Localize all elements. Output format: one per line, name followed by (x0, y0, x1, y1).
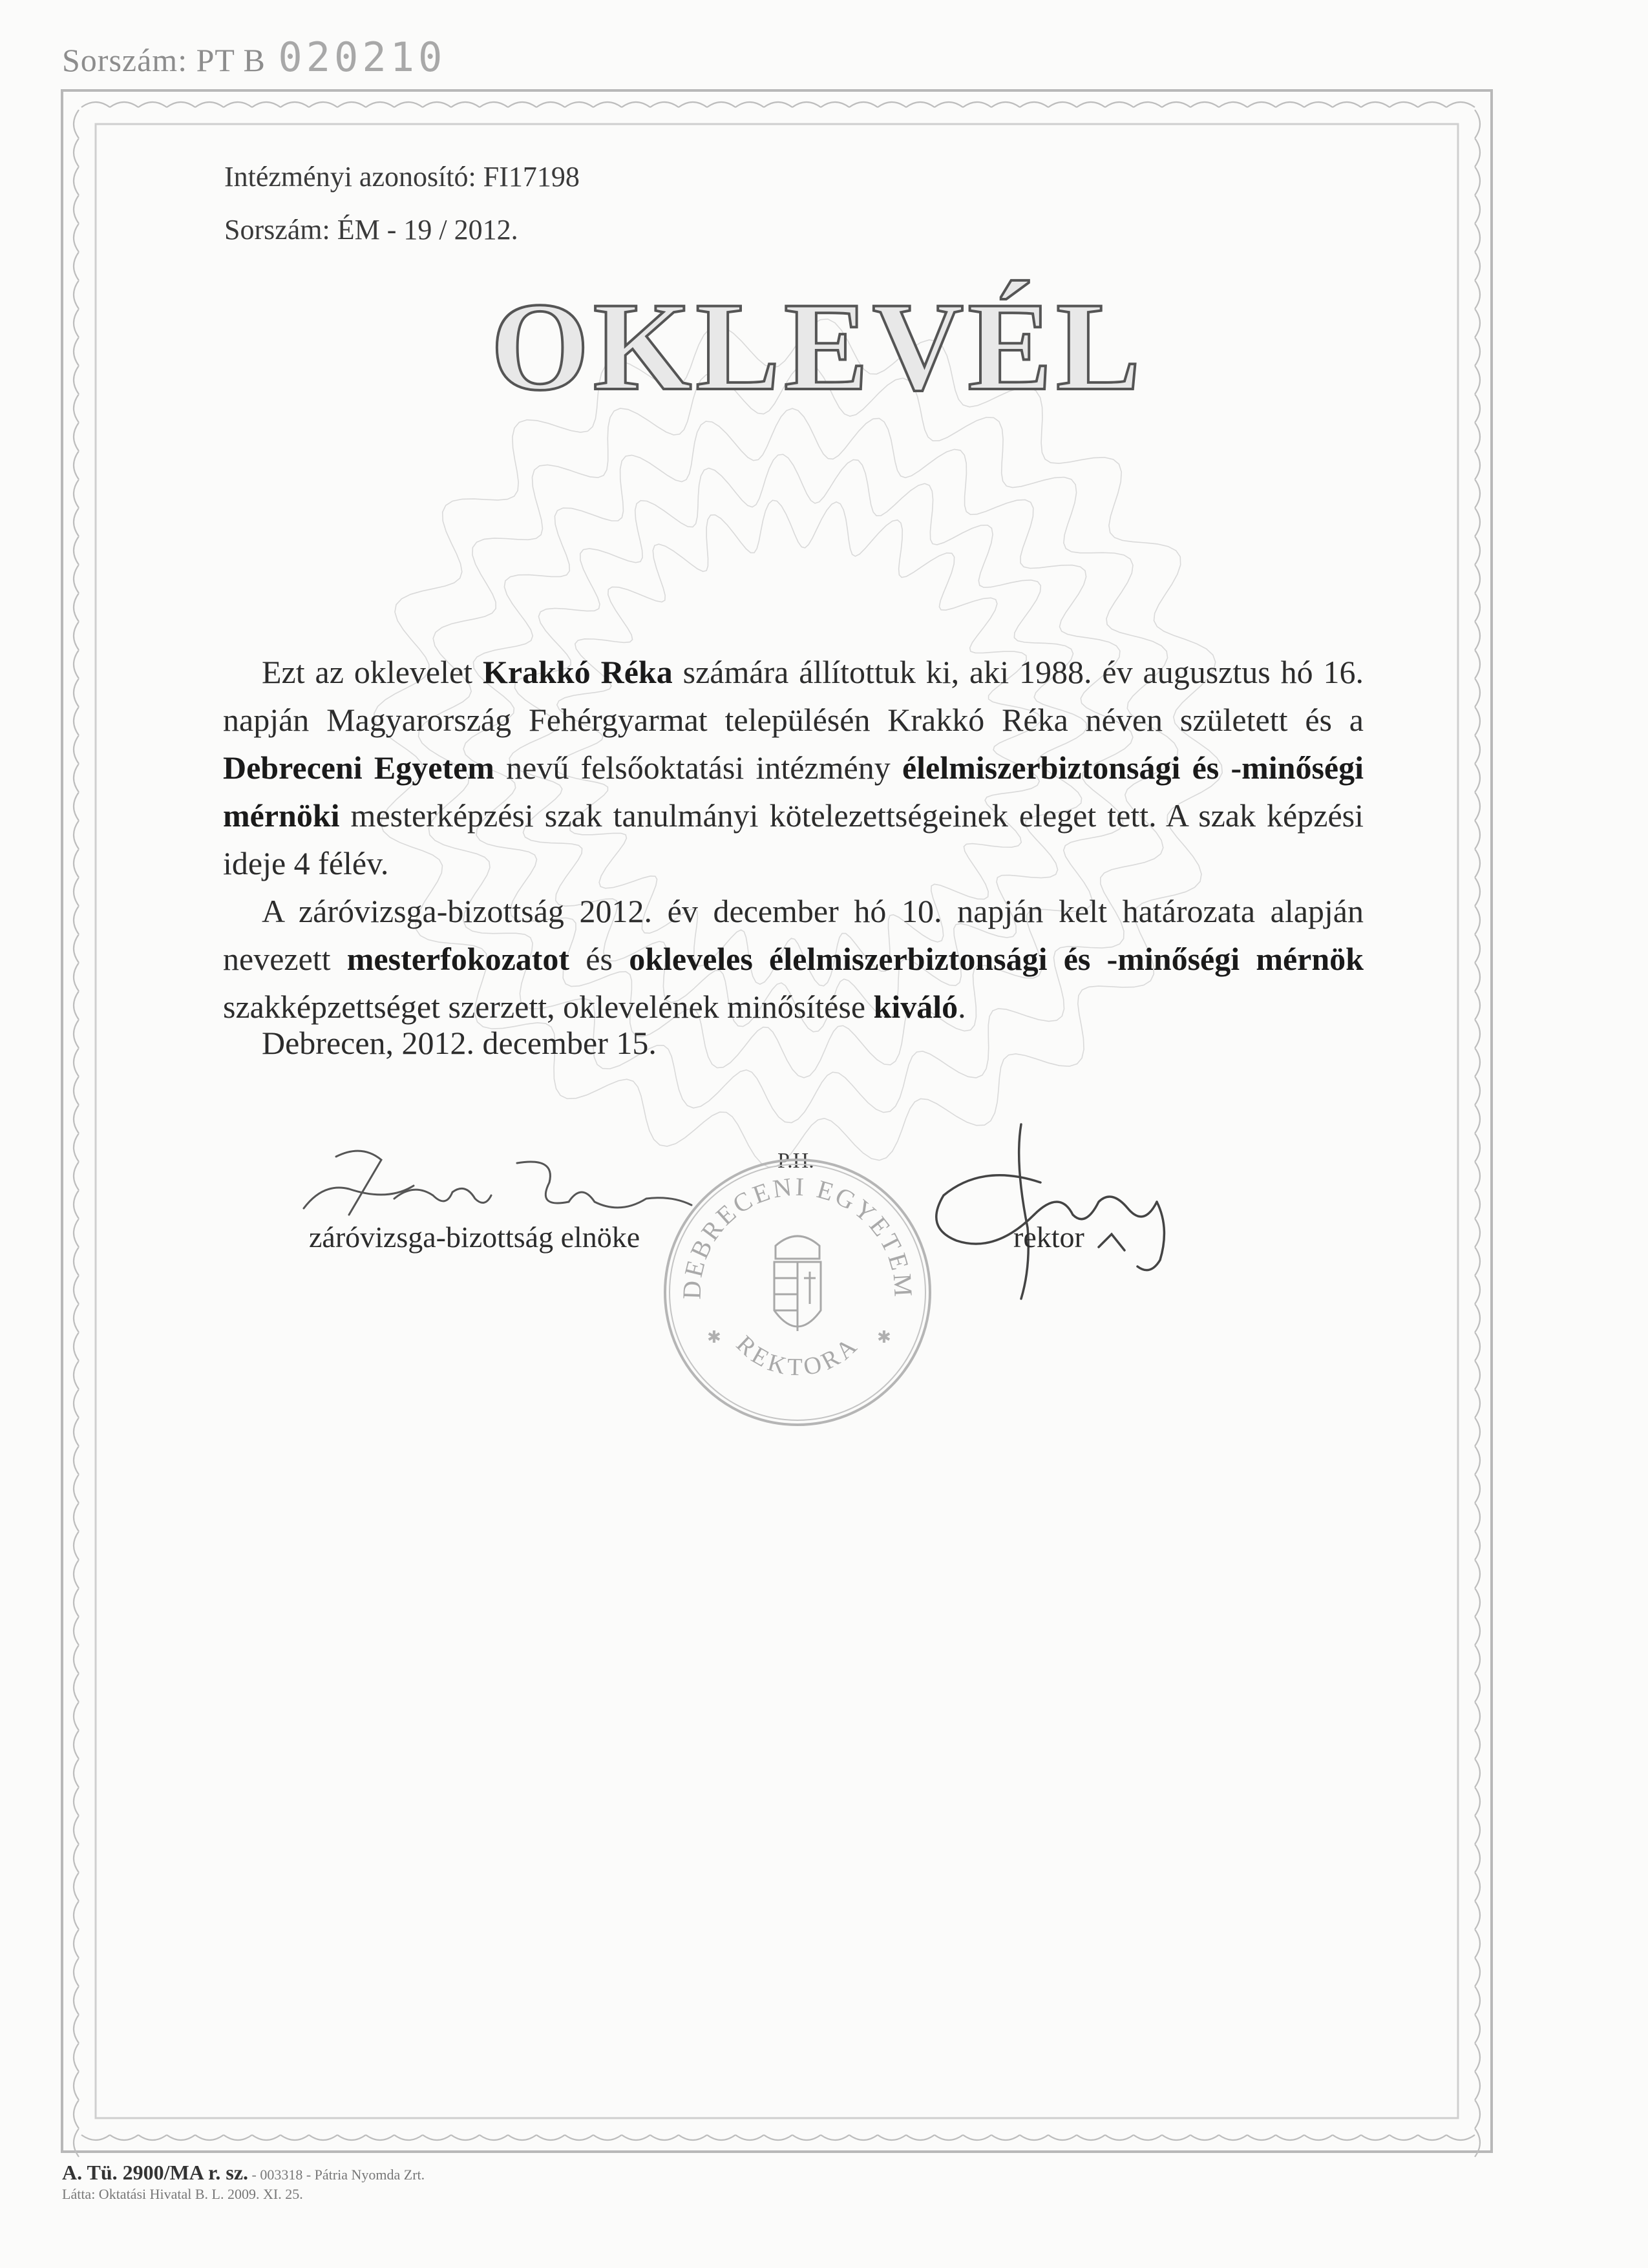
body-text-fragment: szakképzettséget szerzett, oklevelének minősítése (223, 989, 874, 1025)
stamp-place-label: P.H. (777, 1149, 814, 1173)
rector-label: rektor (1013, 1221, 1084, 1254)
institution-id: Intézményi azonosító: FI17198 (224, 161, 580, 193)
seal-star-icon: ✱ (707, 1328, 721, 1347)
body-text-fragment: számára állítottuk ki, aki 1988. év augusztus hó 16. napján Magyarország Fehérgyarmat településén Krakkó Réka néven született és a (223, 654, 1364, 738)
body-text-fragment: A záróvizsga-bizottság 2012. év december hó 10. napján kelt határozata alapján nevezett (223, 893, 1364, 977)
header-serial-label: Sorszám: PT B (62, 42, 266, 78)
seal-top-text: DEBRECENI EGYETEM (677, 1171, 918, 1300)
body-text-fragment: és (569, 941, 629, 977)
qualification-name: okleveles élelmiszerbiztonsági és -minőségi mérnök (629, 941, 1364, 977)
body-text-fragment: mesterképzési szak tanulmányi kötelezettségeinek eleget tett. A szak képzési ideje 4 félév. (223, 797, 1364, 881)
grade: kiváló (873, 989, 958, 1025)
right-signature (936, 1124, 1165, 1299)
printer-name: - 003318 - Pátria Nyomda Zrt. (248, 2167, 425, 2183)
body-text-fragment: . (958, 989, 966, 1025)
graduate-name: Krakkó Réka (482, 654, 673, 690)
place-and-date: Debrecen, 2012. december 15. (262, 1025, 657, 1061)
left-signature (304, 1151, 692, 1215)
document-serial: Sorszám: ÉM - 19 / 2012. (224, 214, 518, 246)
approval-note: Látta: Oktatási Hivatal B. L. 2009. XI. 25. (62, 2186, 303, 2202)
header-serial-number: 020210 (278, 34, 447, 81)
seal-bottom-text: REKTORA (730, 1330, 865, 1381)
body-text-fragment: Ezt az oklevelet (262, 654, 483, 690)
university-name: Debreceni Egyetem (223, 750, 494, 786)
print-reference-code: A. Tü. 2900/MA r. sz. (62, 2161, 249, 2184)
exam-board-chair-label: záróvizsga-bizottság elnöke (309, 1221, 640, 1254)
seal-star-icon: ✱ (877, 1328, 891, 1347)
print-reference (62, 2161, 425, 2185)
title-text: OKLEVÉL (491, 278, 1145, 417)
body-text-fragment: nevű felsőoktatási intézmény (494, 750, 902, 786)
degree-name: mesterfokozatot (346, 941, 570, 977)
program-name: élelmiszerbiztonsági és -minőségi mérnöki (223, 750, 1364, 834)
